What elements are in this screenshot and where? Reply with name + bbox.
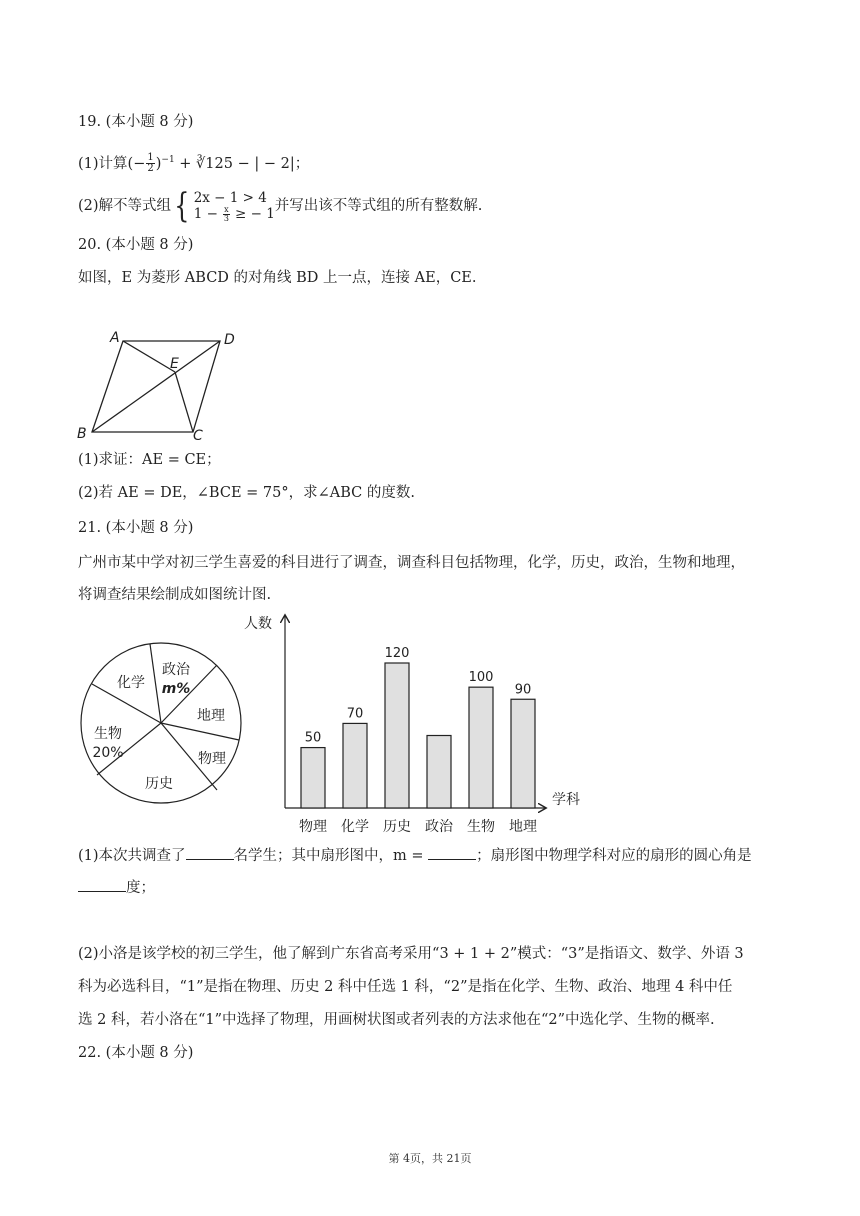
- pie-label-politics: 政治: [162, 662, 190, 678]
- q21-part1-d: 度；: [126, 880, 155, 896]
- bar-value-label-5: 90: [514, 682, 532, 698]
- bar-value-label-1: 70: [346, 706, 364, 722]
- category-label-0: 物理: [299, 819, 327, 835]
- bar-value-label-4: 100: [468, 670, 494, 686]
- diagonal-bd: [92, 341, 220, 432]
- q19-frac-den: 2: [147, 163, 154, 175]
- pie-label-chemistry: 化学: [117, 675, 145, 691]
- x-axis-label: 学科: [552, 792, 580, 808]
- inequality-row-1: 2x − 1 > 4: [193, 189, 267, 206]
- category-label-2: 历史: [383, 819, 411, 835]
- q19-part1-prefix: (1)计算(: [78, 155, 134, 172]
- pie-chart: [76, 640, 246, 810]
- q19-part1-rest: + ∛125 − | − 2|；: [179, 155, 310, 172]
- q19-frac-num: 1: [147, 152, 154, 164]
- bar-value-label-0: 50: [304, 730, 322, 746]
- q21-part2-line3: 选 2 科，若小洛在“1”中选择了物理，用画树状图或者列表的方法求他在“2”中选化学、生物的概率.: [78, 1012, 715, 1028]
- page-footer: 第 4页，共 21页: [388, 1152, 472, 1165]
- bar-4: [469, 687, 493, 808]
- bar-value-label-2: 120: [384, 646, 410, 661]
- q21-intro-line2: 将调查结果绘制成如图统计图.: [78, 587, 272, 603]
- inequality-row-2: 1 − $\frac{x}{3}$ ≥ − 1: [193, 204, 275, 223]
- category-label-5: 地理: [509, 819, 537, 835]
- category-label-3: 政治: [425, 819, 453, 835]
- q19-fraction: [146, 153, 154, 174]
- q19-part2: [78, 186, 483, 226]
- answer-blank-total[interactable]: [186, 845, 234, 860]
- segment-ae: [123, 341, 175, 372]
- bar-2: [385, 663, 409, 808]
- category-label-1: 化学: [341, 819, 369, 835]
- answer-blank-m[interactable]: [428, 845, 476, 860]
- bar-0: [301, 748, 325, 808]
- q21-header: 21. (本小题 8 分): [78, 520, 194, 536]
- bar-chart: [240, 610, 600, 840]
- q21-part1-b: 名学生；其中扇形图中，m =: [233, 848, 424, 864]
- pie-label-biology: 生物: [94, 726, 122, 742]
- bar-1: [343, 723, 367, 808]
- y-axis-label: 人数: [244, 616, 272, 632]
- pie-label-physics: 物理: [198, 751, 226, 767]
- pie-label-biology-percent: 20%: [92, 745, 124, 761]
- q20-part1: (1)求证：AE = CE；: [78, 452, 221, 468]
- vertex-label-d: D: [224, 332, 235, 348]
- q21-part1-a: (1)本次共调查了: [78, 848, 186, 864]
- answer-blank-angle[interactable]: [78, 877, 126, 892]
- q20-header: 20. (本小题 8 分): [78, 237, 194, 253]
- point-label-e: E: [170, 356, 179, 372]
- q19-part1: (1)计算(− $\frac{1}{2}$ )$^{-1}$ + ∛125 − | − 2|；: [78, 152, 310, 175]
- q21-intro-line1: 广州市某中学对初三学生喜爱的科目进行了调查，调查科目包括物理，化学，历史，政治，生物和地理，: [78, 555, 745, 571]
- pie-label-politics-percent: m%: [161, 681, 191, 697]
- vertex-label-b: B: [77, 426, 87, 442]
- category-label-4: 生物: [467, 819, 495, 835]
- q21-part2-line1: (2)小洛是该学校的初三学生，他了解到广东省高考采用“3 + 1 + 2”模式：“3”是指语文、数学、外语 3: [78, 946, 744, 962]
- q21-part1-line2: [78, 877, 155, 898]
- vertex-label-a: A: [110, 330, 120, 346]
- vertex-label-c: C: [193, 428, 203, 444]
- inequality-system: { 2x − 1 > 4 1 − $\frac{x}{3}$ ≥ − 1: [174, 186, 275, 226]
- q21-part1-c: ；扇形图中物理学科对应的扇形的圆心角是: [476, 848, 752, 864]
- q21-part1-line1: [78, 845, 752, 866]
- pie-label-history: 历史: [145, 776, 173, 792]
- bar-3: [427, 736, 451, 809]
- q19-header: 19. (本小题 8 分): [78, 114, 194, 130]
- q21-part2-line2: 科为必选科目，“1”是指在物理、历史 2 科中任选 1 科，“2”是指在化学、生物、政治、地理 4 科中任: [78, 979, 733, 995]
- bar-5: [511, 699, 535, 808]
- q20-part2: (2)若 AE = DE，∠BCE = 75°，求∠ABC 的度数.: [78, 485, 415, 501]
- rhombus-figure: [74, 328, 254, 446]
- q19-part2-suffix: 并写出该不等式组的所有整数解.: [274, 198, 483, 214]
- q19-part2-prefix: (2)解不等式组: [78, 198, 172, 214]
- q22-header: 22. (本小题 8 分): [78, 1045, 194, 1061]
- inequality-row-2-b: ≥ − 1: [234, 205, 275, 222]
- pie-label-geography: 地理: [197, 708, 225, 724]
- q20-intro: 如图，E 为菱形 ABCD 的对角线 BD 上一点，连接 AE，CE.: [78, 270, 477, 286]
- segment-ce: [175, 372, 193, 432]
